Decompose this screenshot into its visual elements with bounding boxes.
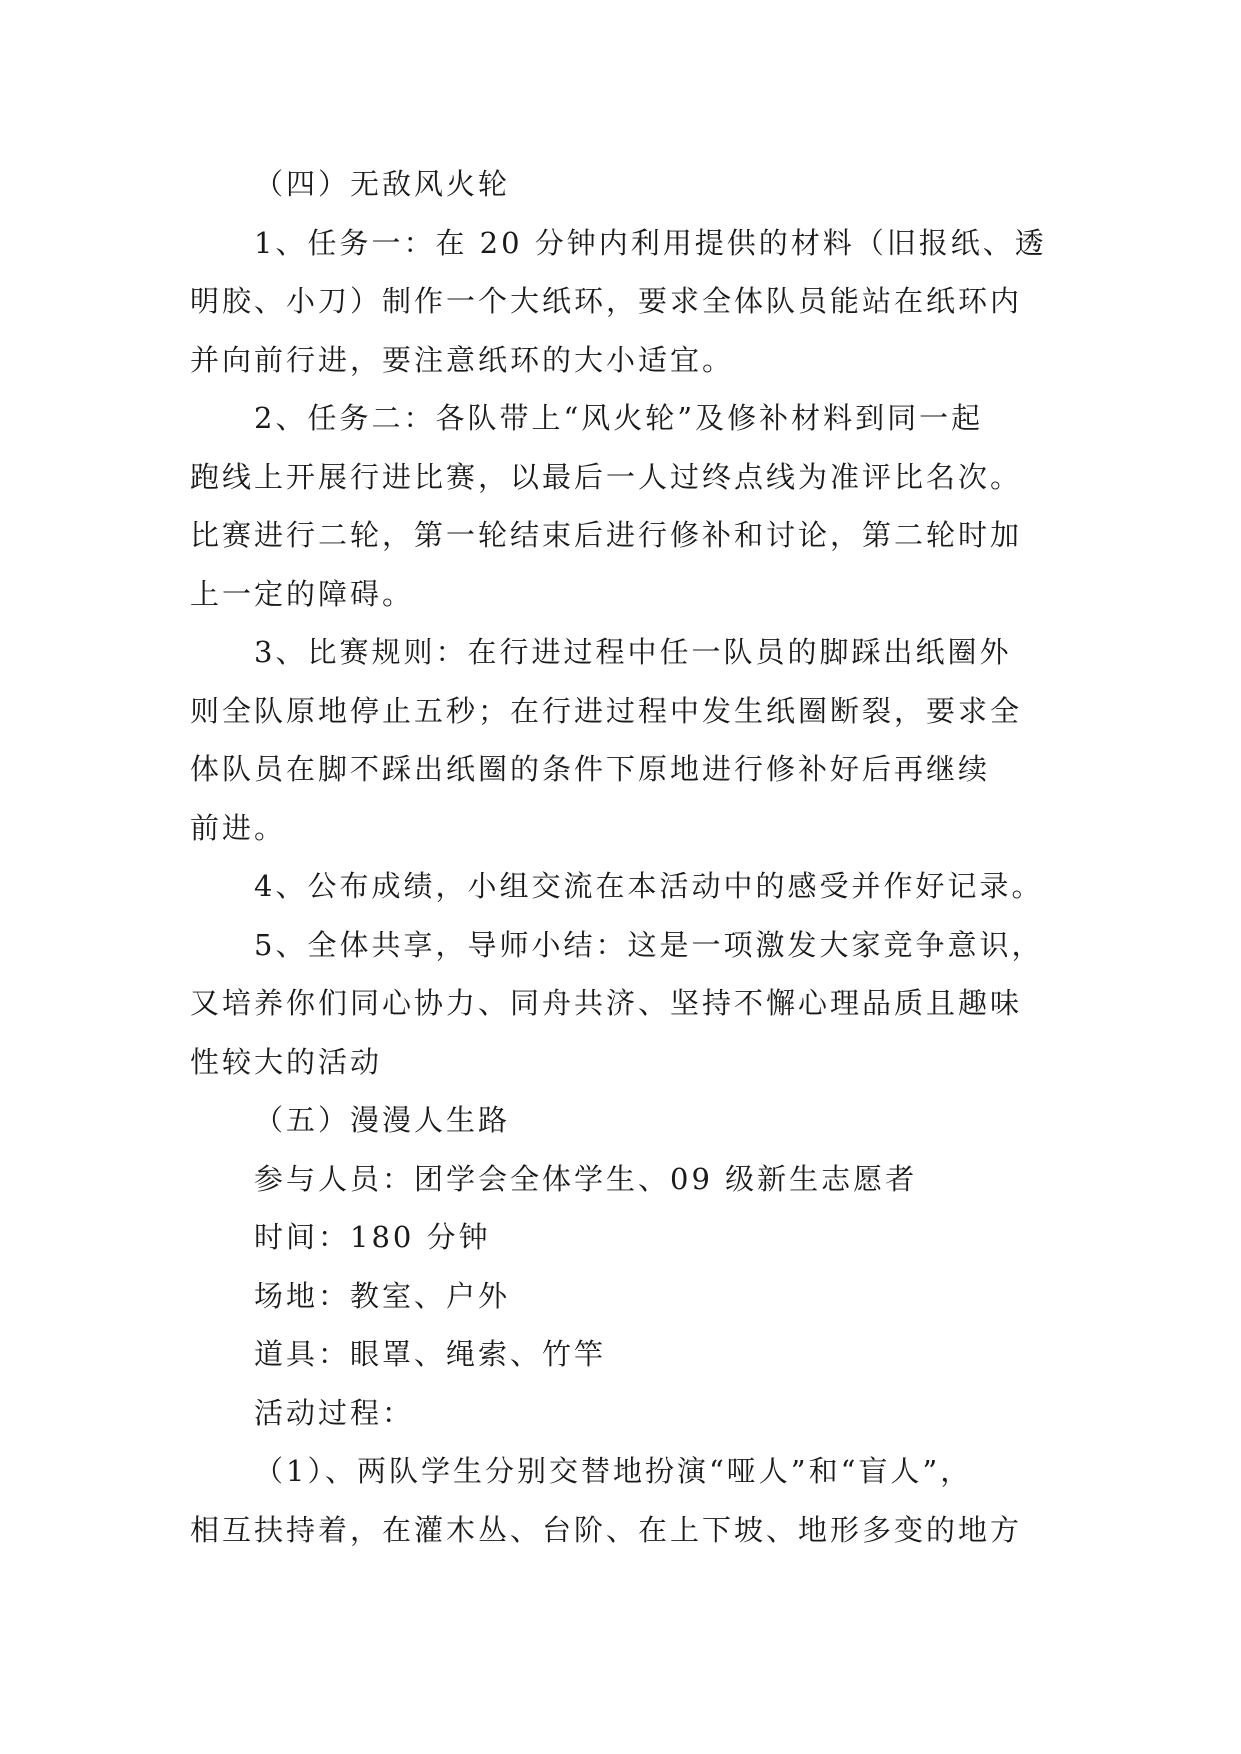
text-line: 上一定的障碍。 [190,576,415,611]
text-line: 跑线上开展行进比赛，以最后一人过终点线为准评比名次。 [190,459,1023,494]
text-line: 5、全体共享，导师小结：这是一项激发大家竞争意识， [254,927,1044,962]
text-line: 时间：180 分钟 [254,1220,491,1254]
document-body [190,155,1055,1559]
text-line: 又培养你们同心协力、同舟共济、坚持不懈心理品质且趣味 [190,986,1023,1020]
text-line: 4、公布成绩，小组交流在本活动中的感受并作好记录。 [254,869,1044,903]
text-line: 场地：教室、户外 [254,1278,511,1313]
text-line: 1、任务一：在 20 分钟内利用提供的材料（旧报纸、透 [254,225,1047,260]
text-line: 活动过程： [254,1395,415,1430]
text-line: 体队员在脚不踩出纸圈的条件下原地进行修补好后再继续 [190,752,991,786]
text-line: （四）无敌风火轮 [254,167,511,201]
text-line: 并向前行进，要注意纸环的大小适宜。 [190,342,735,377]
text-line: 明胶、小刀）制作一个大纸环，要求全体队员能站在纸环内 [190,284,1023,318]
text-line: （五）漫漫人生路 [254,1103,511,1137]
text-line: 比赛进行二轮，第一轮结束后进行修补和讨论，第二轮时加 [190,518,1023,552]
text-line: （1）、两队学生分别交替地扮演“哑人”和“盲人”， [254,1454,973,1488]
text-line: 则全队原地停止五秒；在行进过程中发生纸圈断裂，要求全 [190,693,1023,728]
text-line: 道具：眼罩、绳索、竹竿 [254,1337,607,1371]
text-line: 3、比赛规则：在行进过程中任一队员的脚踩出纸圈外 [254,635,1012,669]
text-line: 相互扶持着，在灌木丛、台阶、在上下坡、地形多变的地方 [190,1512,1023,1547]
text-line: 2、任务二：各队带上“风火轮”及修补材料到同一起 [254,401,984,435]
text-line: 参与人员：团学会全体学生、09 级新生志愿者 [254,1161,918,1196]
text-line: 性较大的活动 [190,1044,383,1079]
text-line: 前进。 [190,810,287,845]
